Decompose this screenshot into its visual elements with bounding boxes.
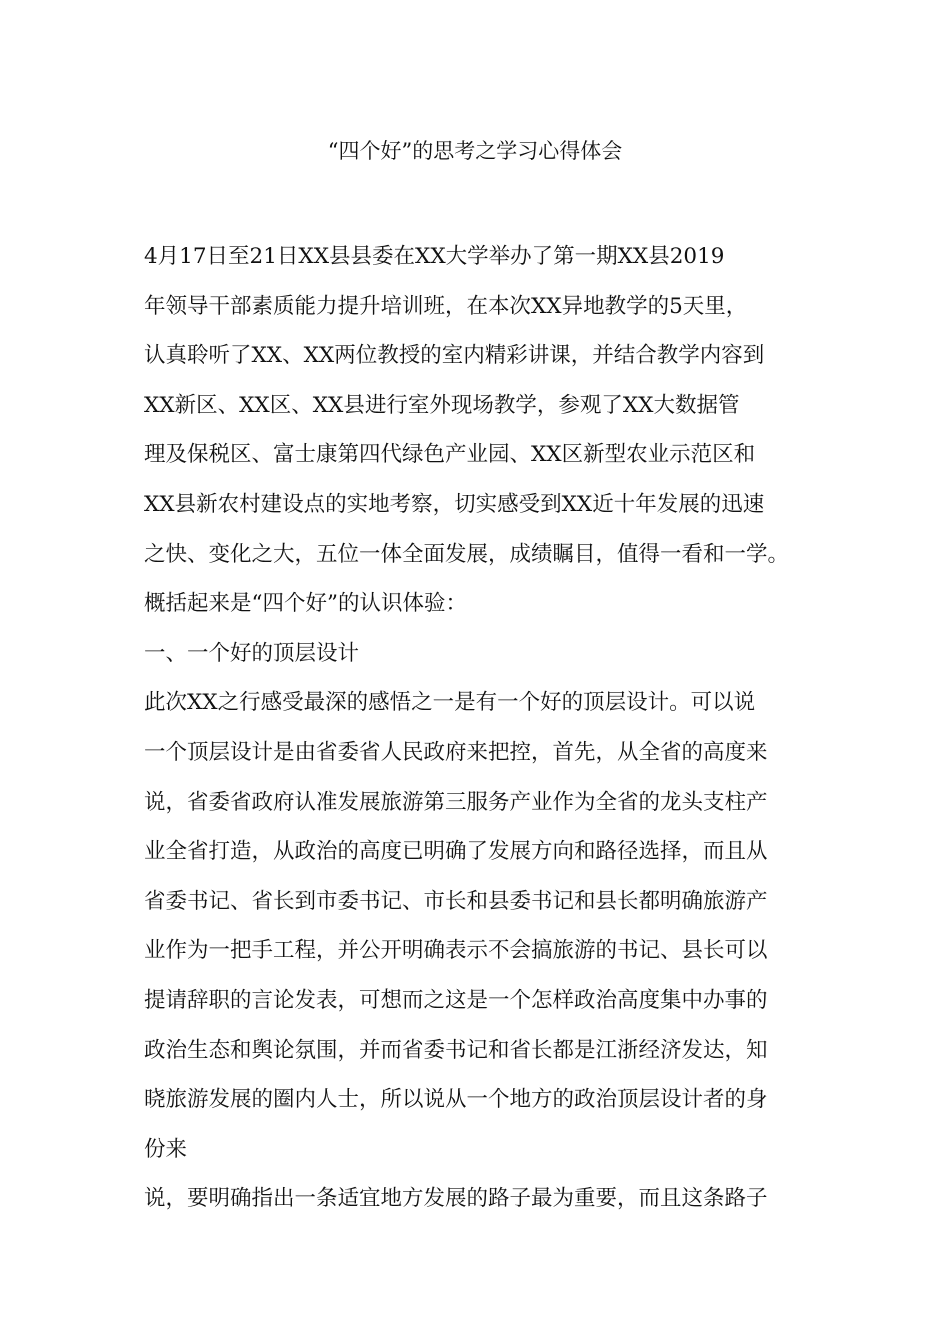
body-line: 业全省打造，从政治的高度已明确了发展方向和路径选择，而且从 (144, 839, 768, 865)
body-line: 之快、变化之大，五位一体全面发展，成绩瞩目，值得一看和一学。 (144, 541, 790, 567)
body-line: 说，省委省政府认准发展旅游第三服务产业作为全省的龙头支柱产 (144, 789, 768, 815)
body-line: 晓旅游发展的圈内人士，所以说从一个地方的政治顶层设计者的身 (144, 1087, 768, 1113)
body-line: 政治生态和舆论氛围，并而省委书记和省长都是江浙经济发达，知 (144, 1037, 768, 1063)
body-line: 提请辞职的言论发表，可想而之这是一个怎样政治高度集中办事的 (144, 987, 768, 1013)
body-line: 一个顶层设计是由省委省人民政府来把控，首先，从全省的高度来 (144, 739, 768, 765)
body-line: 此次XX之行感受最深的感悟之一是有一个好的顶层设计。可以说 (144, 690, 756, 716)
body-line: 认真聆听了XX、XX两位教授的室内精彩讲课，并结合教学内容到 (144, 343, 765, 369)
body-line: 概括起来是“四个好”的认识体验： (144, 591, 467, 617)
body-line: 4月17日至21日XX县县委在XX大学举办了第一期XX县2019 (144, 244, 725, 269)
document-body (144, 232, 816, 1224)
body-line: 省委书记、省长到市委书记、市长和县委书记和县长都明确旅游产 (144, 888, 768, 914)
body-line: XX县新农村建设点的实地考察，切实感受到XX近十年发展的迅速 (144, 491, 765, 517)
body-line: 年领导干部素质能力提升培训班，在本次XX异地教学的5天里， (144, 293, 748, 319)
body-line: 份来 (144, 1136, 188, 1162)
body-line: 理及保税区、富士康第四代绿色产业园、XX区新型农业示范区和 (144, 442, 756, 468)
body-line: XX新区、XX区、XX县进行室外现场教学，参观了XX大数据管 (144, 392, 740, 418)
body-line: 业作为一把手工程，并公开明确表示不会搞旅游的书记、县长可以 (144, 938, 768, 964)
body-line: 说，要明确指出一条适宜地方发展的路子最为重要，而且这条路子 (144, 1186, 768, 1212)
document-title: “四个好”的思考之学习心得体会 (327, 139, 623, 163)
section-heading: 一、一个好的顶层设计 (144, 640, 360, 666)
